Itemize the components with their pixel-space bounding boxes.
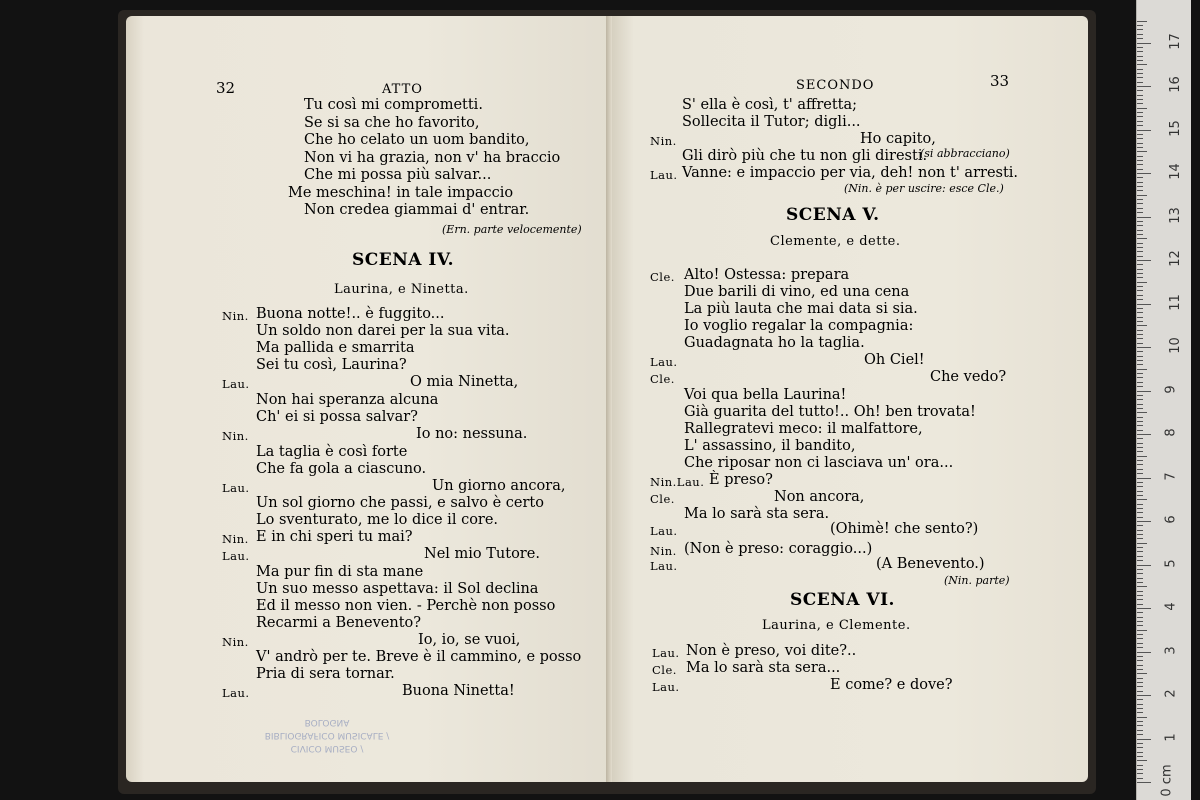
ruler-tick [1137,717,1147,718]
ruler-label: 9 [1163,384,1179,394]
ruler-tick [1137,551,1143,552]
ruler-label: 17 [1167,32,1183,50]
ruler-tick [1137,251,1143,252]
verse-line: Un suo messo aspettava: il Sol declina [256,581,539,597]
ruler-tick [1137,290,1143,291]
ruler-tick [1137,782,1151,783]
ruler-tick [1137,743,1143,744]
ruler-tick [1137,343,1143,344]
ruler-tick [1137,730,1143,731]
scene-title: SCENA VI. [790,590,895,610]
verse-line: Alto! Ostessa: prepara [684,267,850,283]
ruler-tick [1137,625,1143,626]
ruler-tick [1137,395,1143,396]
ruler-tick [1137,43,1151,44]
verse-line: Un giorno ancora, [432,478,566,494]
verse-line: Che vedo? [930,369,1007,385]
verse-line: Io voglio regalar la compagnia: [684,318,914,334]
ruler-tick [1137,234,1143,235]
ruler-tick [1137,586,1147,587]
ruler-tick [1137,77,1143,78]
ruler-tick [1137,308,1143,309]
verse-line: Un sol giorno che passi, e salvo è certo [256,495,544,511]
ruler-tick [1137,682,1143,683]
ruler-tick [1137,112,1143,113]
speaker-label: Lau. [652,680,680,694]
ruler-tick [1137,121,1143,122]
ruler-tick [1137,177,1143,178]
ruler-tick [1137,369,1147,370]
ruler-tick [1137,282,1147,283]
verse-line: Non vi ha grazia, non v' ha braccio [304,150,561,166]
ruler-tick [1137,360,1143,361]
verse-line: Non ancora, [774,489,865,505]
ruler-tick [1137,86,1151,87]
ruler-tick [1137,765,1143,766]
verse-line: Nel mio Tutore. [424,546,540,562]
ruler-tick [1137,421,1143,422]
ruler-tick [1137,264,1143,265]
ruler-tick [1137,725,1143,726]
ruler-tick [1137,169,1143,170]
ruler-tick [1137,643,1143,644]
speaker-label: Lau. [650,524,678,538]
ruler-tick [1137,199,1143,200]
ruler-tick [1137,347,1151,348]
ruler-tick [1137,138,1143,139]
ruler-tick [1137,425,1143,426]
scene-characters: Laurina, e Ninetta. [334,282,469,297]
ruler-tick [1137,560,1143,561]
speaker-label: Cle. [650,270,675,284]
ruler-tick [1137,482,1143,483]
ruler-tick [1137,130,1151,131]
ruler-tick [1137,456,1147,457]
ruler-tick [1137,256,1143,257]
speaker-label: Nin. [222,635,249,649]
ruler-tick [1137,499,1147,500]
speaker-label: Lau. [222,686,250,700]
verse-line: Ma pallida e smarrita [256,340,415,356]
verse-line: Ma lo sarà sta sera... [686,660,841,676]
verse-line: S' ella è così, t' affretta; [682,97,858,113]
ruler-tick [1137,538,1143,539]
ruler-tick [1137,269,1143,270]
speaker-label: Lau. [652,646,680,660]
verse-line: Sollecita il Tutor; digli... [682,114,861,130]
verse-line: L' assassino, il bandito, [684,438,856,454]
ruler-tick [1137,712,1143,713]
ruler-tick [1137,212,1143,213]
ruler-tick [1137,739,1151,740]
ruler-tick [1137,752,1143,753]
ruler-tick [1137,334,1143,335]
verse-line: Se si sa che ho favorito, [304,115,480,131]
ruler-tick [1137,517,1143,518]
ruler-tick [1137,151,1147,152]
ruler-tick [1137,147,1143,148]
ruler-tick [1137,164,1143,165]
ruler-tick [1137,208,1143,209]
verse-line: Guadagnata ho la taglia. [684,335,865,351]
ruler-tick [1137,299,1143,300]
ruler-tick [1137,647,1143,648]
ruler-tick [1137,82,1143,83]
ruler-tick [1137,478,1151,479]
ruler-tick [1137,491,1143,492]
ruler-tick [1137,473,1143,474]
ruler-tick [1137,386,1143,387]
ruler-tick [1137,678,1143,679]
ruler-tick [1137,595,1143,596]
ruler-tick [1137,464,1143,465]
scene-characters: Laurina, e Clemente. [762,618,911,633]
ruler-tick [1137,721,1143,722]
ruler-tick [1137,769,1143,770]
ruler-tick [1137,238,1147,239]
speaker-label: Lau. [650,559,678,573]
verse-line: Io no: nessuna. [416,426,528,442]
ruler-tick [1137,534,1143,535]
ruler-tick [1137,508,1143,509]
ruler-tick [1137,556,1143,557]
ruler-label: 7 [1163,471,1179,481]
ruler-tick [1137,778,1143,779]
ruler-label: 15 [1167,119,1183,137]
ruler-tick [1137,617,1143,618]
ruler-tick [1137,73,1143,74]
verse-line: Già guarita del tutto!.. Oh! ben trovata! [684,404,976,420]
speaker-label: Nin. [650,134,677,148]
ruler-tick [1137,404,1143,405]
ruler-tick [1137,99,1143,100]
ruler-tick [1137,412,1147,413]
verse-line: Un soldo non darei per la sua vita. [256,323,510,339]
ruler-tick [1137,21,1147,22]
ruler-tick [1137,530,1143,531]
ruler-tick [1137,621,1143,622]
verse-line: Ch' ei si possa salvar? [256,409,418,425]
verse-line: La più lauta che mai data si sia. [684,301,918,317]
ruler-tick [1137,190,1143,191]
ruler-tick [1137,116,1143,117]
ruler-tick [1137,486,1143,487]
ruler-tick [1137,38,1143,39]
speaker-label: Lau. [222,377,250,391]
speaker-label: Nin. [222,429,249,443]
ruler-label: 13 [1167,206,1183,224]
verse-line: Che ho celato un uom bandito, [304,132,530,148]
ruler-tick [1137,695,1151,696]
speaker-label: Nin. [650,544,677,558]
ruler-tick [1137,460,1143,461]
left-page-number: 32 [216,79,236,97]
verse-line: Non hai speranza alcuna [256,392,439,408]
ruler-tick [1137,543,1147,544]
speaker-label: Lau. [222,481,250,495]
speaker-label: Cle. [650,492,675,506]
ruler-tick [1137,356,1143,357]
ruler-tick [1137,512,1143,513]
ruler-tick [1137,612,1143,613]
verse-line: (Ohimè! che sento?) [830,521,979,537]
verse-line: Pria di sera tornar. [256,666,395,682]
scene-title: SCENA V. [786,205,880,225]
ruler-tick [1137,686,1143,687]
ruler-tick [1137,321,1143,322]
ruler-tick [1137,708,1143,709]
verse-line: Ed il messo non vien. - Perchè non posso [256,598,556,614]
ruler-tick [1137,525,1143,526]
ruler-label: 0 cm [1159,764,1175,797]
ruler-tick [1137,64,1147,65]
ruler-label: 2 [1163,689,1179,698]
speaker-label: Cle. [652,663,677,677]
verse-line: È preso? [709,472,773,488]
verse-line: V' andrò per te. Breve è il cammino, e posso [256,649,582,665]
ruler-tick [1137,195,1147,196]
ruler-tick [1137,665,1143,666]
ruler-tick [1137,364,1143,365]
ruler-tick [1137,160,1143,161]
ruler-tick [1137,243,1143,244]
ruler-tick [1137,373,1143,374]
ruler-tick [1137,317,1143,318]
ruler-tick [1137,547,1143,548]
verse-line: Non credea giammai d' entrar. [304,202,530,218]
verse-line: Oh Ciel! [864,352,925,368]
ruler-tick [1137,330,1143,331]
ruler-tick [1137,351,1143,352]
ruler-tick [1137,51,1143,52]
ruler-tick [1137,447,1143,448]
ruler-label: 16 [1167,76,1183,93]
verse-line: Sei tu così, Laurina? [256,357,407,373]
ruler-tick [1137,95,1143,96]
verse-line: Che fa gola a ciascuno. [256,461,427,477]
ruler-tick [1137,734,1143,735]
verse-line: Rallegratevi meco: il malfattore, [684,421,923,437]
ruler-tick [1137,578,1143,579]
ruler-tick [1137,304,1151,305]
ruler-tick [1137,669,1143,670]
verse-line: Tu così mi comprometti. [304,97,483,113]
ruler-tick [1137,47,1143,48]
verse-line: Due barili di vino, ed una cena [684,284,910,300]
speaker-label: Nin. [222,532,249,546]
library-stamp: CIVICO MUSEO / BIBLIOGRAFICO MUSICALE / BOLOGNA [264,717,390,753]
ruler-tick [1137,29,1143,30]
ruler-tick [1137,134,1143,135]
verse-line: O mia Ninetta, [410,374,519,390]
verse-line: E in chi speri tu mai? [256,529,413,545]
ruler-label: 4 [1163,602,1179,611]
ruler-tick [1137,704,1143,705]
ruler-tick [1137,295,1143,296]
ruler-tick [1137,312,1143,313]
ruler-tick [1137,217,1151,218]
verse-line: (A Benevento.) [876,556,985,572]
verse-line: Ma lo sarà sta sera. [684,506,830,522]
scene-title: SCENA IV. [352,250,455,270]
stage-direction: (Nin. è per uscire: esce Cle.) [844,182,1004,195]
speaker-label: Nin. [222,309,249,323]
speaker-label: Lau. [222,549,250,563]
ruler-tick [1137,34,1143,35]
ruler-tick [1137,469,1143,470]
ruler-tick [1137,443,1143,444]
ruler-tick [1137,699,1143,700]
ruler-tick [1137,60,1143,61]
speaker-label: Lau. [650,168,678,182]
verse-line: (Non è preso: coraggio...) [684,541,873,557]
ruler-tick [1137,25,1143,26]
ruler-tick [1137,608,1151,609]
ruler-tick [1137,56,1143,57]
ruler-tick [1137,273,1143,274]
ruler-tick [1137,756,1143,757]
stage-direction: (Nin. parte) [944,574,1010,587]
ruler-tick [1137,103,1143,104]
ruler-tick [1137,434,1151,435]
left-running-head: ATTO [382,82,423,97]
ruler-label: 6 [1163,515,1179,524]
ruler-tick [1137,569,1143,570]
ruler-label: 5 [1163,558,1179,568]
verse-line: Che riposar non ci lasciava un' ora... [684,455,954,471]
ruler-tick [1137,408,1143,409]
ruler-tick [1137,760,1147,761]
ruler-tick [1137,69,1143,70]
ruler-label: 14 [1167,163,1183,180]
ruler-tick [1137,186,1143,187]
ruler-tick [1137,504,1143,505]
verse-line: Gli dirò più che tu non gli diresti. [682,148,928,164]
ruler-tick [1137,173,1151,174]
verse-line: Buona notte!.. è fuggito... [256,306,445,322]
ruler-tick [1137,660,1143,661]
ruler-label: 11 [1167,293,1183,311]
ruler-tick [1137,417,1143,418]
verse-line: Vanne: e impaccio per via, deh! non t' arresti. [682,165,1019,181]
ruler-tick [1137,495,1143,496]
ruler-tick [1137,591,1143,592]
ruler-tick [1137,638,1143,639]
ruler-label: 10 [1167,337,1183,354]
ruler-tick [1137,391,1151,392]
ruler-tick [1137,225,1143,226]
verse-line: La taglia è così forte [256,444,408,460]
ruler-tick [1137,108,1147,109]
verse-line: Ho capito, [860,131,936,147]
ruler-tick [1137,260,1151,261]
ruler-tick [1137,382,1143,383]
ruler-tick [1137,156,1143,157]
ruler-tick [1137,582,1143,583]
ruler-tick [1137,565,1151,566]
ruler-tick [1137,604,1143,605]
speaker-label: Lau. [650,355,678,369]
ruler-tick [1137,673,1147,674]
ruler-tick [1137,430,1143,431]
verse-line: E come? e dove? [830,677,953,693]
ruler-tick [1137,634,1143,635]
speaker-label: Nin.Lau. [650,475,705,489]
ruler-tick [1137,521,1151,522]
speaker-label: Cle. [650,372,675,386]
ruler-tick [1137,247,1143,248]
stage-direction: (Ern. parte velocemente) [442,223,582,236]
verse-line: Lo sventurato, me lo dice il core. [256,512,499,528]
ruler-tick [1137,399,1143,400]
ruler-tick [1137,377,1143,378]
right-page-number: 33 [990,72,1010,90]
ruler-tick [1137,143,1143,144]
ruler-tick [1137,599,1143,600]
ruler-tick [1137,438,1143,439]
ruler-tick [1137,277,1143,278]
ruler-tick [1137,451,1143,452]
ruler-tick [1137,652,1151,653]
ruler-tick [1137,573,1143,574]
ruler-tick [1137,747,1143,748]
ruler-tick [1137,230,1143,231]
verse-line: Ma pur fin di sta mane [256,564,424,580]
ruler-tick [1137,90,1143,91]
ruler-tick [1137,182,1143,183]
ruler-label: 1 [1163,732,1179,742]
ruler-tick [1137,773,1143,774]
ruler-tick [1137,630,1147,631]
ruler-label: 3 [1163,645,1179,655]
ruler-tick [1137,325,1147,326]
ruler-tick [1137,656,1143,657]
ruler-tick [1137,221,1143,222]
ruler-tick [1137,125,1143,126]
verse-line: Recarmi a Benevento? [256,615,422,631]
ruler-tick [1137,338,1143,339]
verse-line: Voi qua bella Laurina! [684,387,847,403]
ruler-label: 8 [1163,428,1179,437]
verse-line: Che mi possa più salvar... [304,167,492,183]
ruler-tick [1137,203,1143,204]
verse-line: Io, io, se vuoi, [418,632,521,648]
ruler-tick [1137,286,1143,287]
scene-characters: Clemente, e dette. [770,234,901,249]
ruler-label: 12 [1167,250,1183,267]
measuring-ruler [1136,0,1191,800]
verse-line: Buona Ninetta! [402,683,515,699]
right-running-head: SECONDO [796,78,875,93]
ruler-tick [1137,691,1143,692]
verse-line: Me meschina! in tale impaccio [288,185,514,201]
verse-line: Non è preso, voi dite?.. [686,643,857,659]
stage-direction: (si abbracciano) [920,147,1010,160]
